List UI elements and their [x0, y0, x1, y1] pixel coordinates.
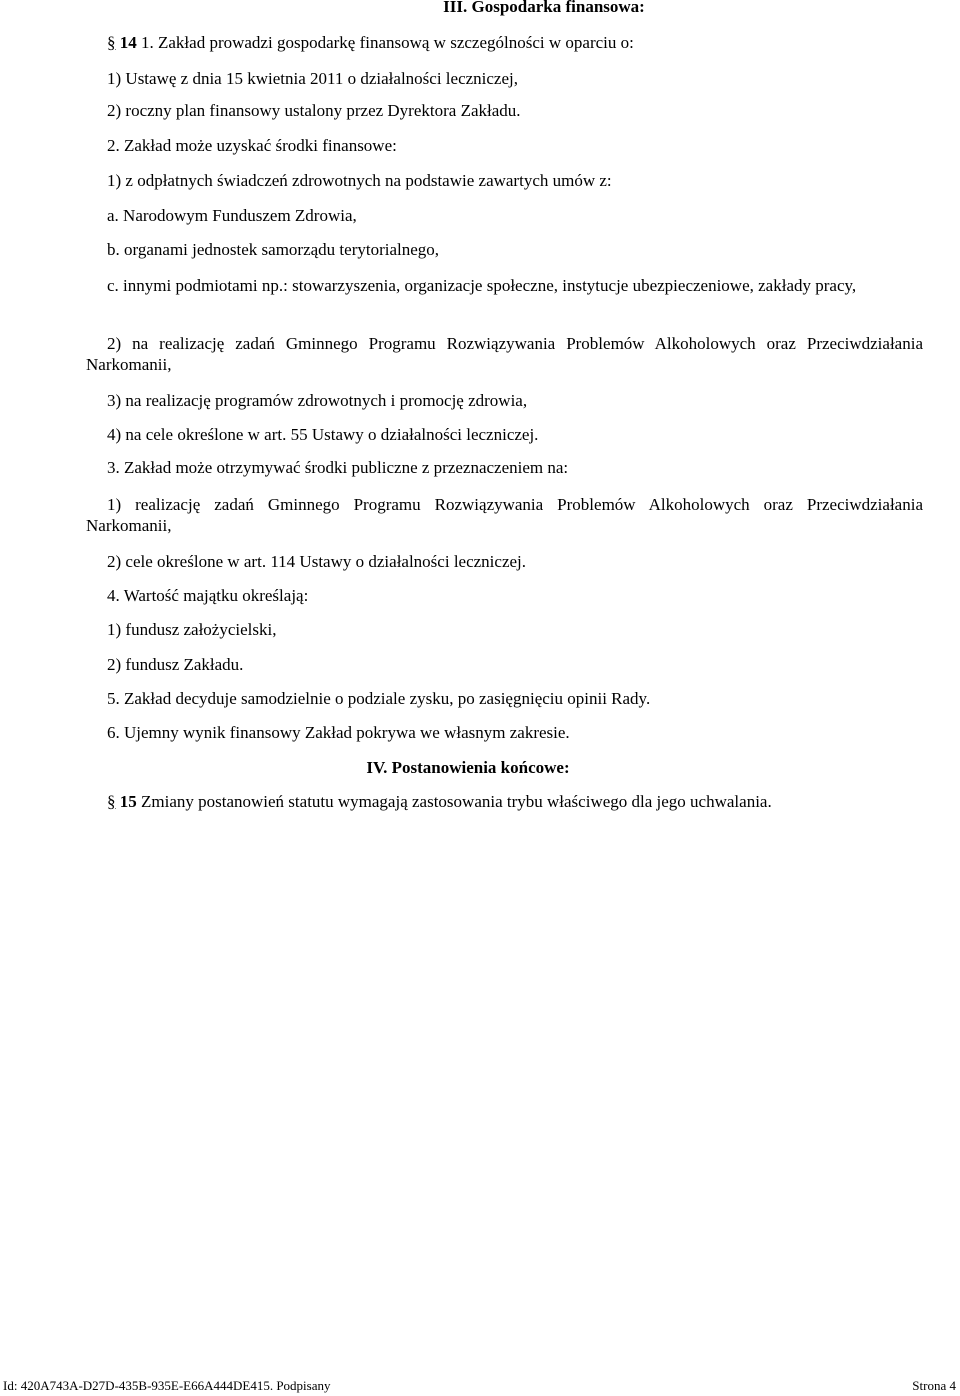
- item-6: 6. Ujemny wynik finansowy Zakład pokrywa we własnym zakresie.: [107, 723, 570, 742]
- document-id: Id: 420A743A-D27D-435B-935E-E66A444DE415. Podpisany: [3, 1378, 331, 1393]
- item-2-1-b: b. organami jednostek samorządu terytorialnego,: [107, 240, 440, 259]
- item-1-2: 2) roczny plan finansowy ustalony przez Dyrektora Zakładu.: [107, 101, 521, 120]
- item-2-1-c: c. innymi podmiotami np.: stowarzyszenia, organizacje społeczne, instytucje ubezpieczeniowe, zakłady pracy,: [107, 276, 857, 295]
- section-heading-final-provisions: IV. Postanowienia końcowe:: [366, 758, 570, 777]
- item-1-intro: 1. Zakład prowadzi gospodarkę finansową w szczególności w oparciu o:: [141, 33, 634, 52]
- item-1-1: 1) Ustawę z dnia 15 kwietnia 2011 o działalności leczniczej,: [107, 69, 518, 88]
- paragraph-14-intro: [107, 33, 634, 53]
- item-4-2: 2) fundusz Zakładu.: [107, 655, 244, 674]
- paragraph-number: 14: [119, 33, 137, 52]
- section-sign: §: [107, 33, 116, 52]
- section-sign: §: [107, 792, 116, 811]
- item-2-1: 1) z odpłatnych świadczeń zdrowotnych na podstawie zawartych umów z:: [107, 171, 612, 190]
- item-4-intro: 4. Wartość majątku określają:: [107, 586, 309, 605]
- item-4-1: 1) fundusz założycielski,: [107, 620, 277, 639]
- item-2-intro: 2. Zakład może uzyskać środki finansowe:: [107, 136, 397, 155]
- item-3-1: 1) realizację zadań Gminnego Programu Rozwiązywania Problemów Alkoholowych oraz Przeciwdziałania Narkomanii,: [86, 495, 923, 535]
- section-heading-finance: III. Gospodarka finansowa:: [443, 0, 645, 16]
- item-2-2: 2) na realizację zadań Gminnego Programu Rozwiązywania Problemów Alkoholowych oraz Przeciwdziałania Narkomanii,: [86, 334, 923, 374]
- paragraph-number: 15: [119, 792, 137, 811]
- item-3-2: 2) cele określone w art. 114 Ustawy o działalności leczniczej.: [107, 552, 527, 571]
- paragraph-15-text: Zmiany postanowień statutu wymagają zastosowania trybu właściwego dla jego uchwalania.: [141, 792, 772, 811]
- item-2-4: 4) na cele określone w art. 55 Ustawy o działalności leczniczej.: [107, 425, 539, 444]
- item-2-3: 3) na realizację programów zdrowotnych i promocję zdrowia,: [107, 391, 528, 410]
- page-number: Strona 4: [912, 1378, 956, 1393]
- item-3-intro: 3. Zakład może otrzymywać środki publiczne z przeznaczeniem na:: [107, 458, 569, 477]
- paragraph-15: [107, 792, 772, 812]
- item-2-1-a: a. Narodowym Funduszem Zdrowia,: [107, 206, 357, 225]
- item-5: 5. Zakład decyduje samodzielnie o podziale zysku, po zasięgnięciu opinii Rady.: [107, 689, 651, 708]
